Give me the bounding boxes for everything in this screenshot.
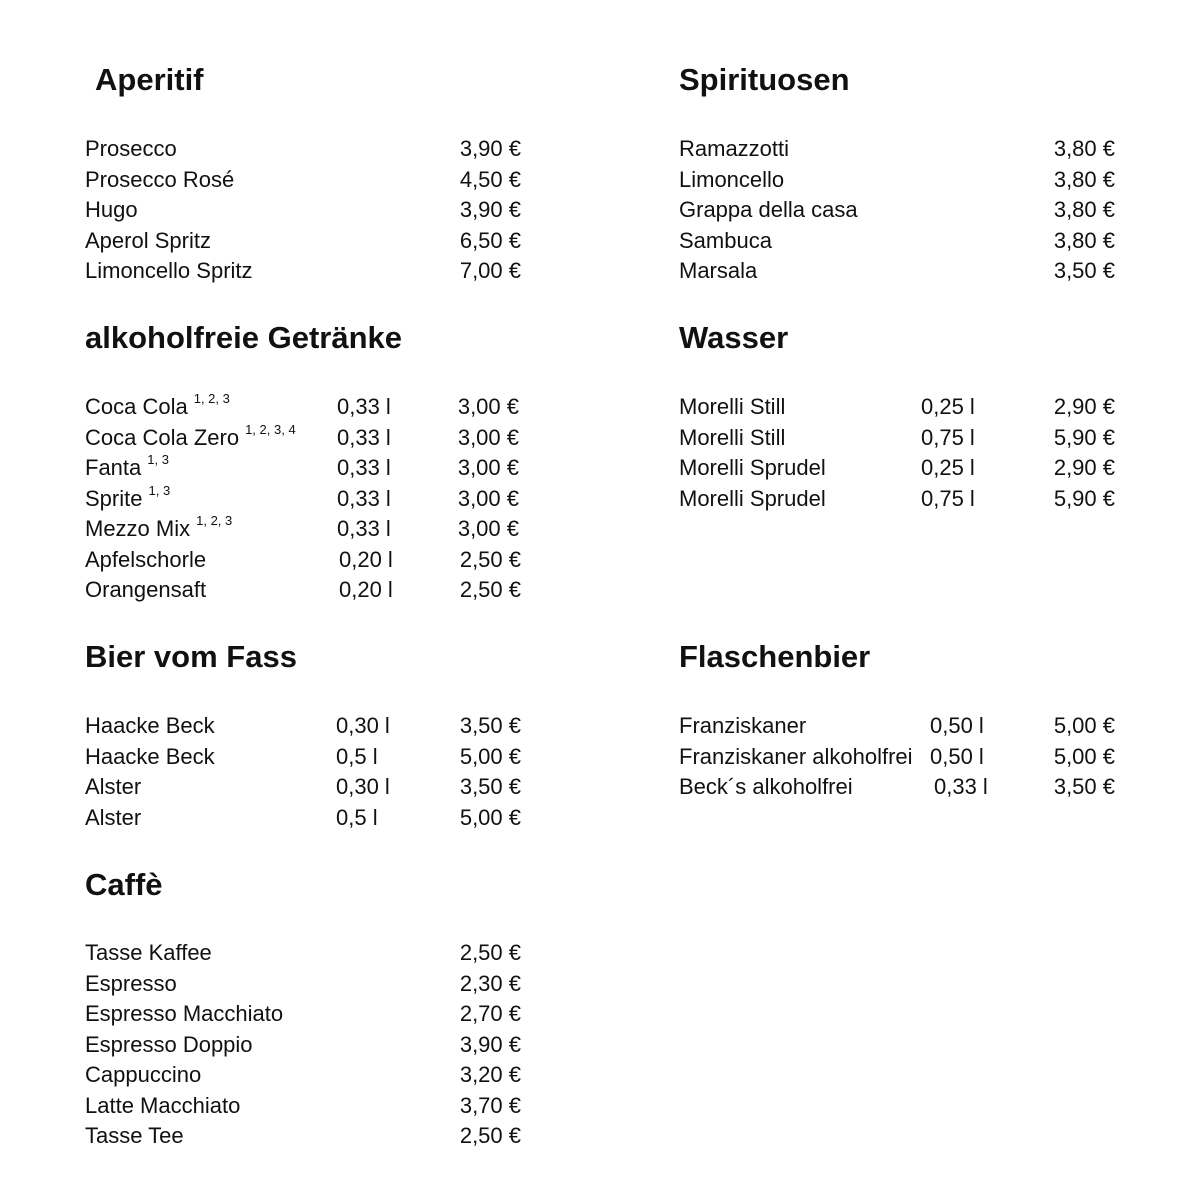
item-price: 2,30 € xyxy=(459,970,521,996)
list-item xyxy=(85,711,521,742)
item-list xyxy=(85,134,521,287)
list-item xyxy=(85,772,521,803)
item-name: Franziskaner alkoholfrei xyxy=(679,743,913,769)
section-title: Wasser xyxy=(679,320,789,355)
list-item xyxy=(85,134,521,165)
item-price: 3,00 € xyxy=(457,455,519,480)
item-price: 2,70 € xyxy=(459,1001,521,1026)
list-item xyxy=(679,392,1115,423)
list-item xyxy=(85,453,519,484)
item-name: Tasse Kaffee xyxy=(85,940,212,965)
item-price: 3,20 € xyxy=(459,1062,521,1087)
item-volume: 0,33 l xyxy=(934,774,988,799)
item-list xyxy=(85,392,519,606)
item-name: Franziskaner xyxy=(679,713,807,738)
section-aperitif xyxy=(85,60,535,283)
list-item xyxy=(85,392,519,423)
item-name: Prosecco xyxy=(85,136,177,161)
item-volume: 0,50 l xyxy=(930,743,984,769)
list-item xyxy=(679,423,1115,454)
item-volume: 0,25 l xyxy=(921,394,975,419)
item-name-text: Coca Cola xyxy=(85,394,188,419)
item-price: 3,00 € xyxy=(457,485,519,511)
list-item xyxy=(85,484,519,515)
item-name: Cappuccino xyxy=(85,1062,202,1087)
item-name: Orangensaft xyxy=(85,577,207,602)
item-name: Grappa della casa xyxy=(679,197,858,222)
item-price: 3,90 € xyxy=(459,136,521,161)
list-item xyxy=(679,134,1115,165)
item-name xyxy=(85,514,232,545)
item-volume: 0,30 l xyxy=(336,713,390,738)
section-title: Aperitif xyxy=(95,62,204,97)
list-item xyxy=(85,545,519,576)
item-price: 2,90 € xyxy=(1053,394,1115,419)
item-price: 3,80 € xyxy=(1053,227,1115,253)
item-name: Morelli Still xyxy=(679,394,786,419)
item-name: Latte Macchiato xyxy=(85,1092,241,1118)
section-bier-vom-fass xyxy=(85,637,535,830)
item-volume: 0,20 l xyxy=(339,546,393,572)
item-list xyxy=(85,711,521,833)
item-price: 3,70 € xyxy=(459,1092,521,1118)
item-volume: 0,5 l xyxy=(336,804,378,830)
item-list xyxy=(85,938,521,1152)
item-name xyxy=(85,423,296,454)
list-item xyxy=(85,999,521,1030)
additive-footnote: 1, 2, 3 xyxy=(193,391,230,406)
list-item xyxy=(679,484,1115,515)
item-name-text: Sprite xyxy=(85,485,143,511)
section-title: Caffè xyxy=(85,867,163,902)
item-price: 3,90 € xyxy=(459,197,521,222)
item-name: Marsala xyxy=(679,258,758,283)
item-price: 2,50 € xyxy=(459,1123,521,1148)
section-caffe xyxy=(85,865,535,1148)
list-item xyxy=(679,256,1115,287)
item-name: Apfelschorle xyxy=(85,546,207,572)
item-name: Hugo xyxy=(85,197,138,222)
item-price: 5,00 € xyxy=(1053,713,1115,738)
item-price: 3,00 € xyxy=(457,424,519,450)
item-name: Ramazzotti xyxy=(679,136,790,161)
item-name xyxy=(85,484,170,515)
item-price: 2,50 € xyxy=(459,546,521,572)
item-name: Haacke Beck xyxy=(85,713,215,738)
section-title: Flaschenbier xyxy=(679,639,871,674)
item-volume: 0,33 l xyxy=(337,485,391,511)
additive-footnote: 1, 2, 3 xyxy=(196,513,233,528)
item-name: Limoncello Spritz xyxy=(85,258,253,283)
list-item xyxy=(679,165,1115,196)
section-spirituosen xyxy=(679,60,1119,283)
list-item xyxy=(85,1060,521,1091)
list-item xyxy=(85,1030,521,1061)
item-volume: 0,33 l xyxy=(337,455,391,480)
list-item xyxy=(85,575,519,606)
list-item xyxy=(85,514,519,545)
list-item xyxy=(679,711,1115,742)
item-price: 5,90 € xyxy=(1053,485,1115,511)
item-price: 3,50 € xyxy=(1053,258,1115,283)
list-item xyxy=(85,1121,521,1152)
item-name: Sambuca xyxy=(679,227,772,253)
item-price: 2,50 € xyxy=(459,940,521,965)
item-price: 2,90 € xyxy=(1053,455,1115,480)
list-item xyxy=(85,256,521,287)
item-price: 3,50 € xyxy=(459,774,521,799)
item-name: Beck´s alkoholfrei xyxy=(679,774,853,799)
item-name-text: Coca Cola Zero xyxy=(85,424,240,450)
section-flaschenbier xyxy=(679,637,1119,799)
section-alkoholfreie-getraenke xyxy=(85,318,535,602)
list-item xyxy=(679,453,1115,484)
item-list xyxy=(679,134,1115,287)
item-price: 5,00 € xyxy=(459,804,521,830)
item-list xyxy=(679,392,1115,514)
item-volume: 0,50 l xyxy=(930,713,984,738)
item-name: Aperol Spritz xyxy=(85,227,211,253)
item-price: 7,00 € xyxy=(459,258,521,283)
list-item xyxy=(679,226,1115,257)
item-name: Espresso xyxy=(85,970,177,996)
item-name: Espresso Doppio xyxy=(85,1031,253,1057)
list-item xyxy=(85,226,521,257)
item-price: 2,50 € xyxy=(459,577,521,602)
item-volume: 0,33 l xyxy=(337,394,391,419)
section-wasser xyxy=(679,318,1119,511)
item-price: 5,00 € xyxy=(459,743,521,769)
item-volume: 0,25 l xyxy=(921,455,975,480)
item-volume: 0,33 l xyxy=(337,516,391,541)
section-title: Spirituosen xyxy=(679,62,850,97)
item-name: Morelli Sprudel xyxy=(679,455,826,480)
item-price: 3,80 € xyxy=(1053,136,1115,161)
item-price: 3,50 € xyxy=(1053,774,1115,799)
list-item xyxy=(679,772,1115,803)
item-name: Prosecco Rosé xyxy=(85,166,235,192)
item-name: Morelli Still xyxy=(679,424,786,450)
list-item xyxy=(85,195,521,226)
item-volume: 0,75 l xyxy=(921,424,975,450)
item-price: 3,80 € xyxy=(1053,197,1115,222)
item-price: 3,00 € xyxy=(457,516,519,541)
item-name: Morelli Sprudel xyxy=(679,485,826,511)
section-title: Bier vom Fass xyxy=(85,639,297,674)
item-volume: 0,20 l xyxy=(339,577,393,602)
list-item xyxy=(85,423,519,454)
item-price: 3,00 € xyxy=(457,394,519,419)
item-list xyxy=(679,711,1115,803)
item-price: 3,90 € xyxy=(459,1031,521,1057)
item-volume: 0,33 l xyxy=(337,424,391,450)
list-item xyxy=(85,938,521,969)
list-item xyxy=(85,803,521,834)
item-name: Alster xyxy=(85,774,142,799)
list-item xyxy=(85,742,521,773)
list-item xyxy=(85,165,521,196)
item-name: Espresso Macchiato xyxy=(85,1001,284,1026)
item-name: Limoncello xyxy=(679,166,785,192)
item-price: 3,50 € xyxy=(459,713,521,738)
item-price: 4,50 € xyxy=(459,166,521,192)
item-price: 3,80 € xyxy=(1053,166,1115,192)
item-name xyxy=(85,392,230,423)
item-volume: 0,5 l xyxy=(336,743,378,769)
item-volume: 0,75 l xyxy=(921,485,975,511)
item-name: Haacke Beck xyxy=(85,743,215,769)
item-name: Alster xyxy=(85,804,142,830)
item-volume: 0,30 l xyxy=(336,774,390,799)
additive-footnote: 1, 3 xyxy=(148,482,171,498)
additive-footnote: 1, 2, 3, 4 xyxy=(245,421,296,437)
item-name-text: Mezzo Mix xyxy=(85,516,191,541)
item-name-text: Fanta xyxy=(85,455,142,480)
list-item xyxy=(679,742,1115,773)
item-price: 5,00 € xyxy=(1053,743,1115,769)
list-item xyxy=(679,195,1115,226)
list-item xyxy=(85,1091,521,1122)
additive-footnote: 1, 3 xyxy=(147,452,169,467)
list-item xyxy=(85,969,521,1000)
section-title: alkoholfreie Getränke xyxy=(85,320,403,355)
item-price: 6,50 € xyxy=(459,227,521,253)
item-price: 5,90 € xyxy=(1053,424,1115,450)
item-name xyxy=(85,453,169,484)
item-name: Tasse Tee xyxy=(85,1123,184,1148)
